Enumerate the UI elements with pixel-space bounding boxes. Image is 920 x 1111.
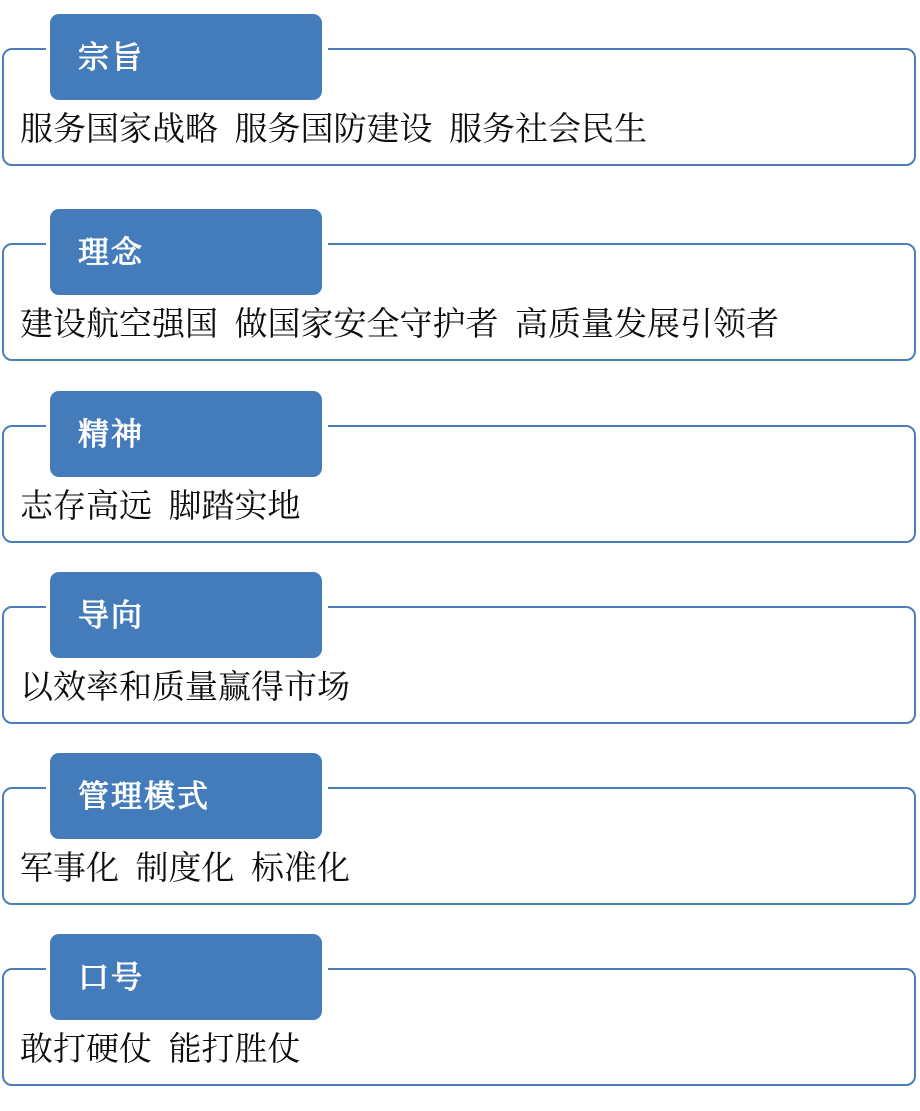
panel-zongzhi xyxy=(0,0,920,195)
panel-kouhao xyxy=(0,920,920,1101)
panel-jingshen xyxy=(0,377,920,558)
panel-body-text: 以效率和质量赢得市场 xyxy=(20,670,350,706)
panel-tab xyxy=(50,934,322,1020)
panel-linian xyxy=(0,195,920,377)
panel-tab-label: 精神 xyxy=(78,416,144,452)
panel-tab xyxy=(50,209,322,295)
panel-guanli-moshi xyxy=(0,739,920,920)
panel-body-text: 敢打硬仗 能打胜仗 xyxy=(20,1032,301,1068)
panel-body-text: 建设航空强国 做国家安全守护者 高质量发展引领者 xyxy=(20,307,779,343)
panel-tab xyxy=(50,753,322,839)
panel-tab-label: 导向 xyxy=(78,597,144,633)
panel-body-text: 军事化 制度化 标准化 xyxy=(20,851,350,887)
panel-tab-label: 管理模式 xyxy=(78,778,210,814)
panel-tab xyxy=(50,14,322,100)
panel-tab-label: 理念 xyxy=(78,234,144,270)
panel-tab-label: 宗旨 xyxy=(78,39,144,75)
panel-tab xyxy=(50,572,322,658)
panel-daoxiang xyxy=(0,558,920,739)
panel-tab xyxy=(50,391,322,477)
panel-body-text: 志存高远 脚踏实地 xyxy=(20,489,301,525)
panel-tab-label: 口号 xyxy=(78,959,144,995)
panel-body-text: 服务国家战略 服务国防建设 服务社会民生 xyxy=(20,112,647,148)
